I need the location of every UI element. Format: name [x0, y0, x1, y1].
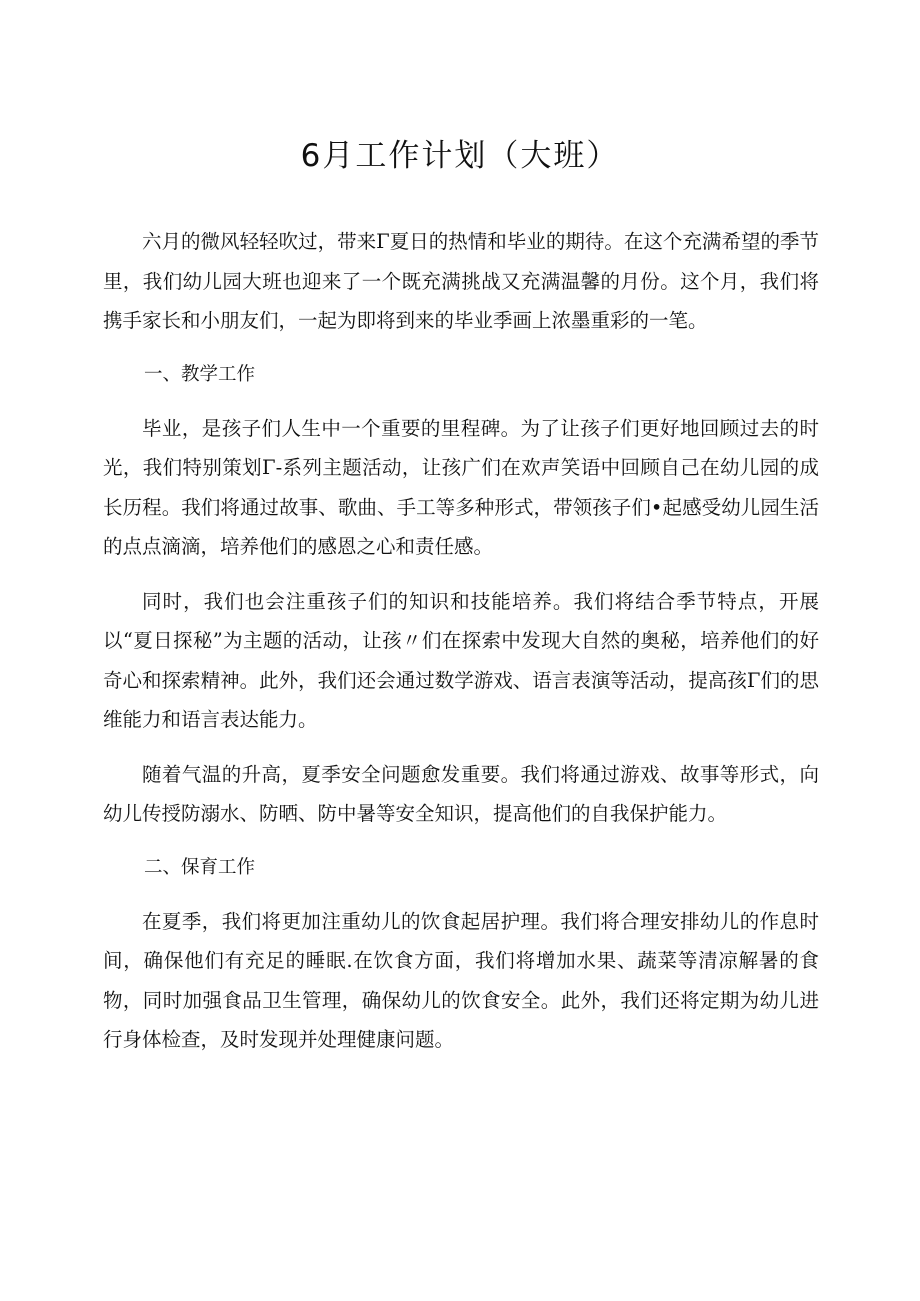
- document-body: [103, 222, 819, 1075]
- teaching-paragraph-1: 毕业，是孩子们人生中一个重要的里程碑。为了让孩子们更好地回顾过去的时光，我们特别策划Γ-系列主题活动，让孩广们在欢声笑语中回顾自己在幼儿园的成长历程。我们将通过故事、歌曲、手工等多种形式，带领孩子们•起感受幼儿园生活的点点滴滴，培养他们的感恩之心和责任感。: [103, 416, 819, 558]
- section-heading-teaching: 一、教学工作: [144, 363, 256, 385]
- intro-paragraph: 六月的微风轻轻吹过，带来Γ夏日的热情和毕业的期待。在这个充满希望的季节里，我们幼儿园大班也迎来了一个既充满挑战又充满温馨的月份。这个月，我们将携手家长和小朋友们，一起为即将到来的毕业季画上浓墨重彩的一笔。: [103, 230, 819, 332]
- teaching-paragraph-3: 随着气温的升高，夏季安全问题愈发重要。我们将通过游戏、故事等形式，向幼儿传授防溺水、防晒、防中暑等安全知识，提高他们的自我保护能力。: [103, 762, 819, 825]
- document-title: 6月工作计划（大班）: [300, 138, 620, 174]
- section-heading-care: 二、保育工作: [144, 856, 256, 878]
- teaching-paragraph-2: 同时，我们也会注重孩子们的知识和技能培养。我们将结合季节特点，开展以“夏日探秘”为主题的活动，让孩〃们在探索中发现大自然的奥秘，培养他们的好奇心和探索精神。此外，我们还会通过数学游戏、语言表演等活动，提高孩Γ们的思维能力和语言表达能力。: [103, 589, 819, 731]
- care-paragraph-1: 在夏季，我们将更加注重幼儿的饮食起居护理。我们将合理安排幼儿的作息时间，确保他们有充足的睡眠.在饮食方面，我们将增加水果、蔬菜等清凉解暑的食物，同时加强食品卫生管理，确保幼儿的饮食安全。此外，我们还将定期为幼儿进行身体检查，及时发现并处理健康问题。: [103, 909, 819, 1051]
